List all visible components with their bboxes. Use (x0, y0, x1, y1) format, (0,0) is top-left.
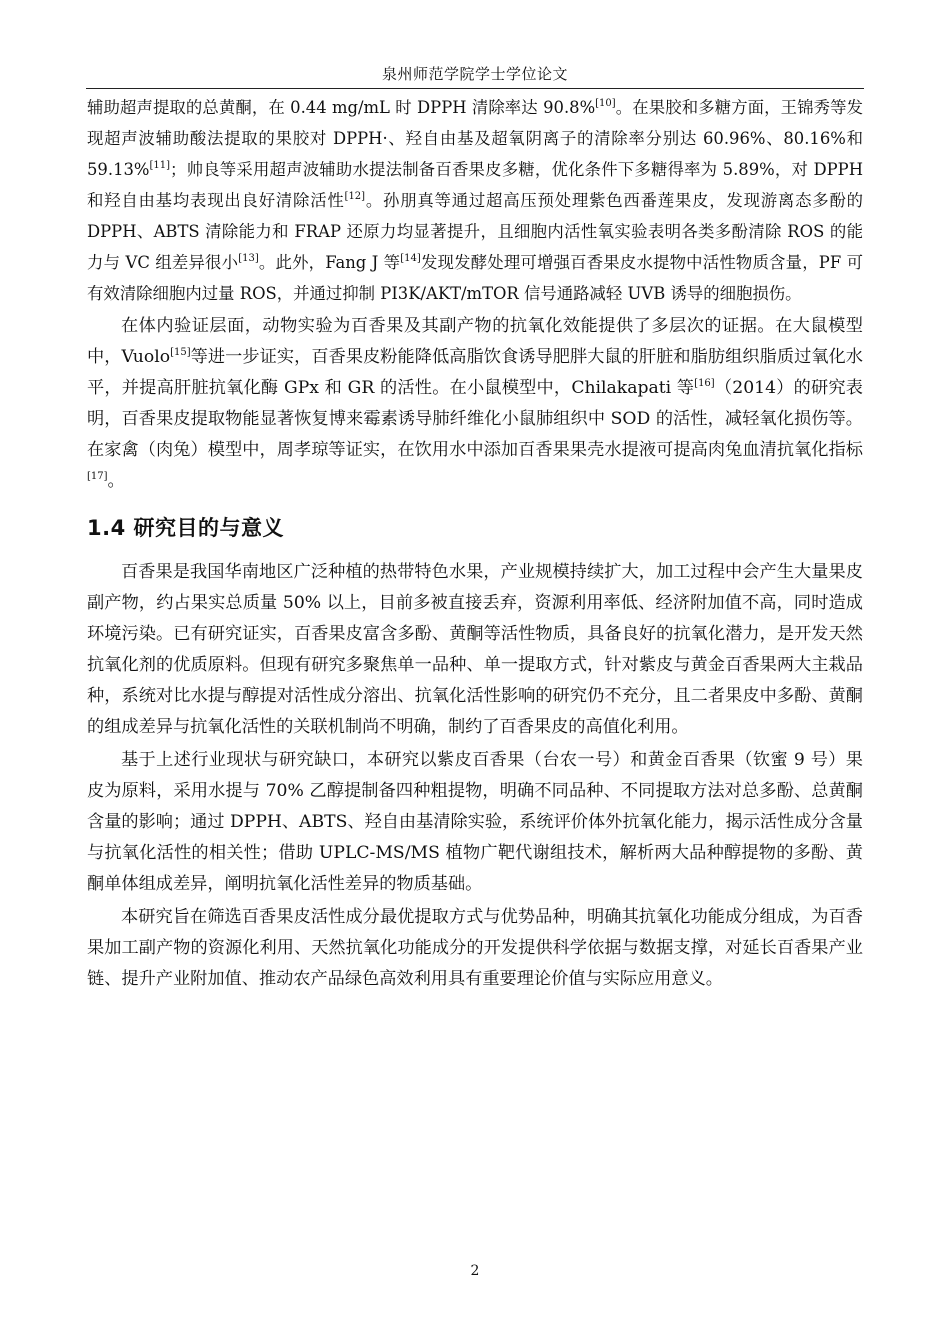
text-run: 发现发酵处理可增强百香果皮水提物中活性物质含量，PF 可有效清除细胞内过量 ROS，并通过抑制 PI3K/AKT/mTOR 信号通路减轻 UVB 诱导的细胞损伤。 (87, 253, 863, 303)
paragraph-antioxidant-in-vivo (87, 311, 863, 497)
paragraph-antioxidant-in-vitro (87, 92, 863, 309)
running-header: 泉州师范学院学士学位论文 (381, 65, 568, 83)
text-run: 。 (107, 471, 125, 491)
header-rule (86, 88, 864, 89)
citation-ref: [11] (149, 160, 171, 171)
text-run: 等进一步证实，百香果皮粉能降低高脂饮食诱导肥胖大鼠的肝脏和脂肪组织脂质过氧化水平，并提高肝脏抗氧化酶 GPx 和 GR 的活性。在小鼠模型中，Chilakapati 等 (87, 347, 863, 398)
text-run: 。在果胶和多糖方面，王锦秀等发现超声波辅助酸法提取的果胶对 DPPH·、羟自由基及超氧阴离子的清除率分别达 60.96%、80.16%和 59.13% (87, 98, 863, 179)
citation-ref: [13] (238, 253, 259, 264)
citation-ref: [10] (595, 98, 616, 109)
page-number: 2 (470, 1263, 480, 1279)
text-run: 辅助超声提取的总黄酮，在 0.44 mg/mL 时 DPPH 清除率达 90.8% (87, 98, 596, 117)
text-run: ；帅良等采用超声波辅助水提法制备百香果皮多糖，优化条件下多糖得率为 5.89%，对 DPPH 和羟自由基均表现出良好清除活性 (87, 160, 863, 210)
citation-ref: [16] (694, 378, 715, 389)
paragraph-significance: 本研究旨在筛选百香果皮活性成分最优提取方式与优势品种，明确其抗氧化功能成分组成，为百香果加工副产物的资源化利用、天然抗氧化功能成分的开发提供科学依据与数据支撑，对延长百香果产业链、提升产业附加值、推动农产品绿色高效利用具有重要理论价值与实际应用意义。 (87, 907, 863, 989)
text-run: （2014）的研究表明，百香果皮提取物能显著恢复博来霉素诱导肺纤维化小鼠肺组织中 SOD 的活性，减轻氧化损伤等。在家禽（肉兔）模型中，周孝琼等证实，在饮用水中添加百香果果壳水提液可提高肉兔血清抗氧化指标 (87, 378, 863, 460)
citation-ref: [12] (344, 191, 366, 202)
paragraph-purpose-background: 百香果是我国华南地区广泛种植的热带特色水果，产业规模持续扩大，加工过程中会产生大量果皮副产物，约占果实总质量 50% 以上，目前多被直接丢弃，资源利用率低、经济附加值不高，同时造成环境污染。已有研究证实，百香果皮富含多酚、黄酮等活性物质，具备良好的抗氧化潜力，是开发天然抗氧化剂的优质原料。但现有研究多聚焦单一品种、单一提取方式，针对紫皮与黄金百香果两大主栽品种，系统对比水提与醇提对活性成分溶出、抗氧化活性影响的研究仍不充分，且二者果皮中多酚、黄酮的组成差异与抗氧化活性的关联机制尚不明确，制约了百香果皮的高值化利用。 (87, 562, 863, 737)
body-text (87, 92, 863, 995)
citation-ref: [14] (400, 253, 421, 264)
citation-ref: [17] (87, 471, 108, 482)
citation-ref: [15] (170, 347, 191, 358)
text-run: 。孙朋真等通过超高压预处理紫色西番莲果皮，发现游离态多酚的 DPPH、ABTS 清除能力和 FRAP 还原力均显著提升，且细胞内活性氧实验表明各类多酚清除 ROS 的能力与 VC 组差异很小 (87, 191, 863, 272)
paragraph-research-design: 基于上述行业现状与研究缺口，本研究以紫皮百香果（台农一号）和黄金百香果（钦蜜 9 号）果皮为原料，采用水提与 70% 乙醇提制备四种粗提物，明确不同品种、不同提取方法对总多酚、总黄酮含量的影响；通过 DPPH、ABTS、羟自由基清除实验，系统评价体外抗氧化能力，揭示活性成分含量与抗氧化活性的相关性；借助 UPLC-MS/MS 植物广靶代谢组技术，解析两大品种醇提物的多酚、黄酮单体组成差异，阐明抗氧化活性差异的物质基础。 (87, 750, 863, 894)
section-heading: 1.4 研究目的与意义 (87, 516, 285, 540)
text-run: 在体内验证层面，动物实验为百香果及其副产物的抗氧化效能提供了多层次的证据。在大鼠模型中，Vuolo (87, 316, 863, 367)
text-run: 。此外，Fang J 等 (258, 253, 401, 272)
